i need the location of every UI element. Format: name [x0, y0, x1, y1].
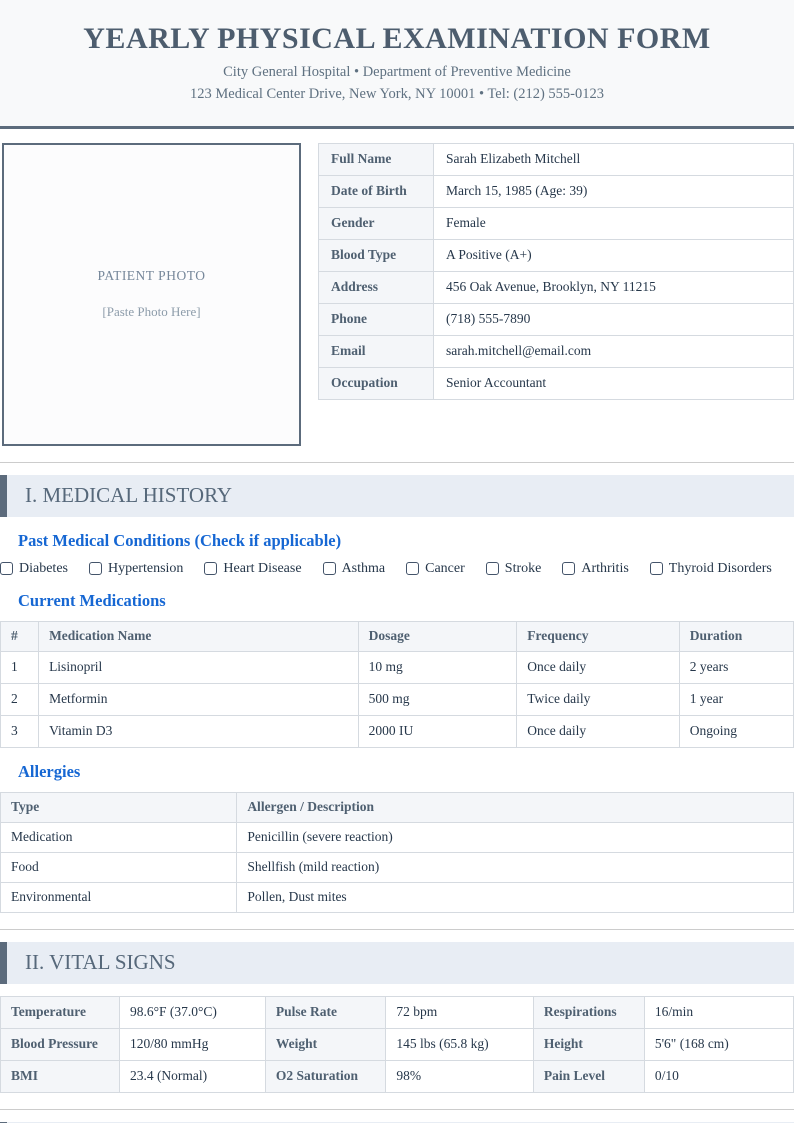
vital-label: BMI — [1, 1060, 120, 1092]
table-row — [1, 852, 794, 882]
cell: Ongoing — [679, 715, 793, 747]
condition-checkbox-item[interactable] — [406, 561, 465, 577]
field-label: Occupation — [319, 367, 434, 399]
condition-checkbox-item[interactable] — [323, 561, 386, 577]
cell: Pollen, Dust mites — [237, 882, 794, 912]
cell: 1 year — [679, 683, 793, 715]
photo-label: PATIENT PHOTO — [97, 268, 206, 283]
cell: 500 mg — [358, 683, 517, 715]
field-label: Full Name — [319, 143, 434, 175]
condition-label: Diabetes — [19, 560, 68, 576]
vital-value: 98.6°F (37.0°C) — [119, 996, 265, 1028]
section-i-title: I. MEDICAL HISTORY — [25, 483, 233, 507]
field-value: A Positive (A+) — [434, 239, 794, 271]
past-conditions-heading: Past Medical Conditions (Check if applicable) — [18, 530, 342, 550]
field-label: Address — [319, 271, 434, 303]
current-medications-heading: Current Medications — [18, 590, 166, 610]
table-row — [319, 175, 794, 207]
field-label: Email — [319, 335, 434, 367]
cell: 2000 IU — [358, 715, 517, 747]
field-value: Female — [434, 207, 794, 239]
field-value: Senior Accountant — [434, 367, 794, 399]
allergies-table — [0, 792, 794, 913]
table-row — [1, 1028, 794, 1060]
condition-checkbox-item[interactable] — [204, 561, 301, 577]
checkbox-unchecked-icon[interactable] — [650, 562, 663, 575]
section-ii-title: II. VITAL SIGNS — [25, 950, 176, 974]
table-row — [1, 882, 794, 912]
vital-value: 0/10 — [644, 1060, 793, 1092]
table-row — [319, 239, 794, 271]
checkbox-unchecked-icon[interactable] — [204, 562, 217, 575]
cell: Once daily — [517, 651, 680, 683]
table-row — [1, 651, 794, 683]
patient-photo-placeholder — [2, 143, 301, 446]
table-header-row — [1, 792, 794, 822]
table-row — [1, 715, 794, 747]
checkbox-unchecked-icon[interactable] — [89, 562, 102, 575]
address-line: 123 Medical Center Drive, New York, NY 10001 • Tel: (212) 555-0123 — [189, 85, 605, 102]
vital-value: 120/80 mmHg — [119, 1028, 265, 1060]
field-value: Sarah Elizabeth Mitchell — [434, 143, 794, 175]
vital-label: O2 Saturation — [265, 1060, 386, 1092]
table-row — [1, 683, 794, 715]
cell: 2 years — [679, 651, 793, 683]
vital-value: 145 lbs (65.8 kg) — [386, 1028, 533, 1060]
cell: Environmental — [1, 882, 237, 912]
field-label: Phone — [319, 303, 434, 335]
field-label: Blood Type — [319, 239, 434, 271]
table-row — [319, 335, 794, 367]
section-divider — [0, 1109, 794, 1110]
table-row — [319, 303, 794, 335]
section-i-banner — [0, 475, 794, 517]
condition-checkbox-item[interactable] — [89, 561, 183, 577]
cell: Penicillin (severe reaction) — [237, 822, 794, 852]
cell: Food — [1, 852, 237, 882]
cell: 1 — [1, 651, 39, 683]
field-label: Date of Birth — [319, 175, 434, 207]
table-row — [319, 143, 794, 175]
column-header: Allergen / Description — [237, 792, 794, 822]
cell: Lisinopril — [39, 651, 359, 683]
table-row — [1, 1060, 794, 1092]
cell: Once daily — [517, 715, 680, 747]
vital-label: Blood Pressure — [1, 1028, 120, 1060]
medications-table — [0, 621, 794, 748]
vital-label: Pulse Rate — [265, 996, 386, 1028]
vital-label: Weight — [265, 1028, 386, 1060]
field-value: (718) 555-7890 — [434, 303, 794, 335]
condition-label: Hypertension — [107, 560, 184, 576]
cell: Shellfish (mild reaction) — [237, 852, 794, 882]
condition-label: Arthritis — [581, 560, 629, 576]
checkbox-unchecked-icon[interactable] — [562, 562, 575, 575]
checkbox-unchecked-icon[interactable] — [486, 562, 499, 575]
column-header: Frequency — [517, 621, 680, 651]
column-header: Dosage — [358, 621, 517, 651]
cell: 2 — [1, 683, 39, 715]
table-row — [319, 271, 794, 303]
vital-value: 72 bpm — [386, 996, 533, 1028]
vital-label: Respirations — [533, 996, 644, 1028]
cell: Metformin — [39, 683, 359, 715]
vital-label: Pain Level — [533, 1060, 644, 1092]
condition-checkbox-item[interactable] — [650, 561, 772, 577]
field-label: Gender — [319, 207, 434, 239]
condition-label: Heart Disease — [223, 560, 302, 576]
column-header: Type — [1, 792, 237, 822]
cell: Twice daily — [517, 683, 680, 715]
patient-info-table — [318, 143, 794, 400]
photo-paste-hint: [Paste Photo Here] — [102, 304, 201, 319]
table-row — [1, 996, 794, 1028]
allergies-heading: Allergies — [18, 761, 81, 781]
section-divider — [0, 929, 794, 930]
page-header — [0, 0, 794, 129]
cell: 3 — [1, 715, 39, 747]
vital-value: 98% — [386, 1060, 533, 1092]
vital-label: Temperature — [1, 996, 120, 1028]
field-value: 456 Oak Avenue, Brooklyn, NY 11215 — [434, 271, 794, 303]
cell: Vitamin D3 — [39, 715, 359, 747]
checkbox-unchecked-icon[interactable] — [323, 562, 336, 575]
section-ii-banner — [0, 942, 794, 984]
table-row — [1, 822, 794, 852]
table-header-row — [1, 621, 794, 651]
conditions-checkbox-row — [0, 561, 794, 577]
column-header: # — [1, 621, 39, 651]
hospital-line: City General Hospital • Department of Preventive Medicine — [223, 64, 571, 80]
table-row — [319, 367, 794, 399]
cell: 10 mg — [358, 651, 517, 683]
patient-block — [2, 143, 794, 446]
checkbox-unchecked-icon[interactable] — [406, 562, 419, 575]
table-row — [319, 207, 794, 239]
vital-value: 16/min — [644, 996, 793, 1028]
checkbox-unchecked-icon[interactable] — [0, 562, 13, 575]
condition-label: Stroke — [504, 560, 542, 576]
page-subtitle — [10, 62, 784, 106]
condition-label: Cancer — [425, 560, 465, 576]
condition-checkbox-item[interactable] — [562, 561, 628, 577]
vital-value: 5'6" (168 cm) — [644, 1028, 793, 1060]
vital-label: Height — [533, 1028, 644, 1060]
field-value: March 15, 1985 (Age: 39) — [434, 175, 794, 207]
condition-checkbox-item[interactable] — [0, 561, 68, 577]
column-header: Duration — [679, 621, 793, 651]
vital-signs-table — [0, 996, 794, 1093]
field-value: sarah.mitchell@email.com — [434, 335, 794, 367]
vital-value: 23.4 (Normal) — [119, 1060, 265, 1092]
condition-label: Thyroid Disorders — [668, 560, 772, 576]
column-header: Medication Name — [39, 621, 359, 651]
cell: Medication — [1, 822, 237, 852]
page-title: YEARLY PHYSICAL EXAMINATION FORM — [83, 22, 711, 55]
condition-label: Asthma — [341, 560, 386, 576]
section-divider — [0, 462, 794, 463]
condition-checkbox-item[interactable] — [486, 561, 542, 577]
